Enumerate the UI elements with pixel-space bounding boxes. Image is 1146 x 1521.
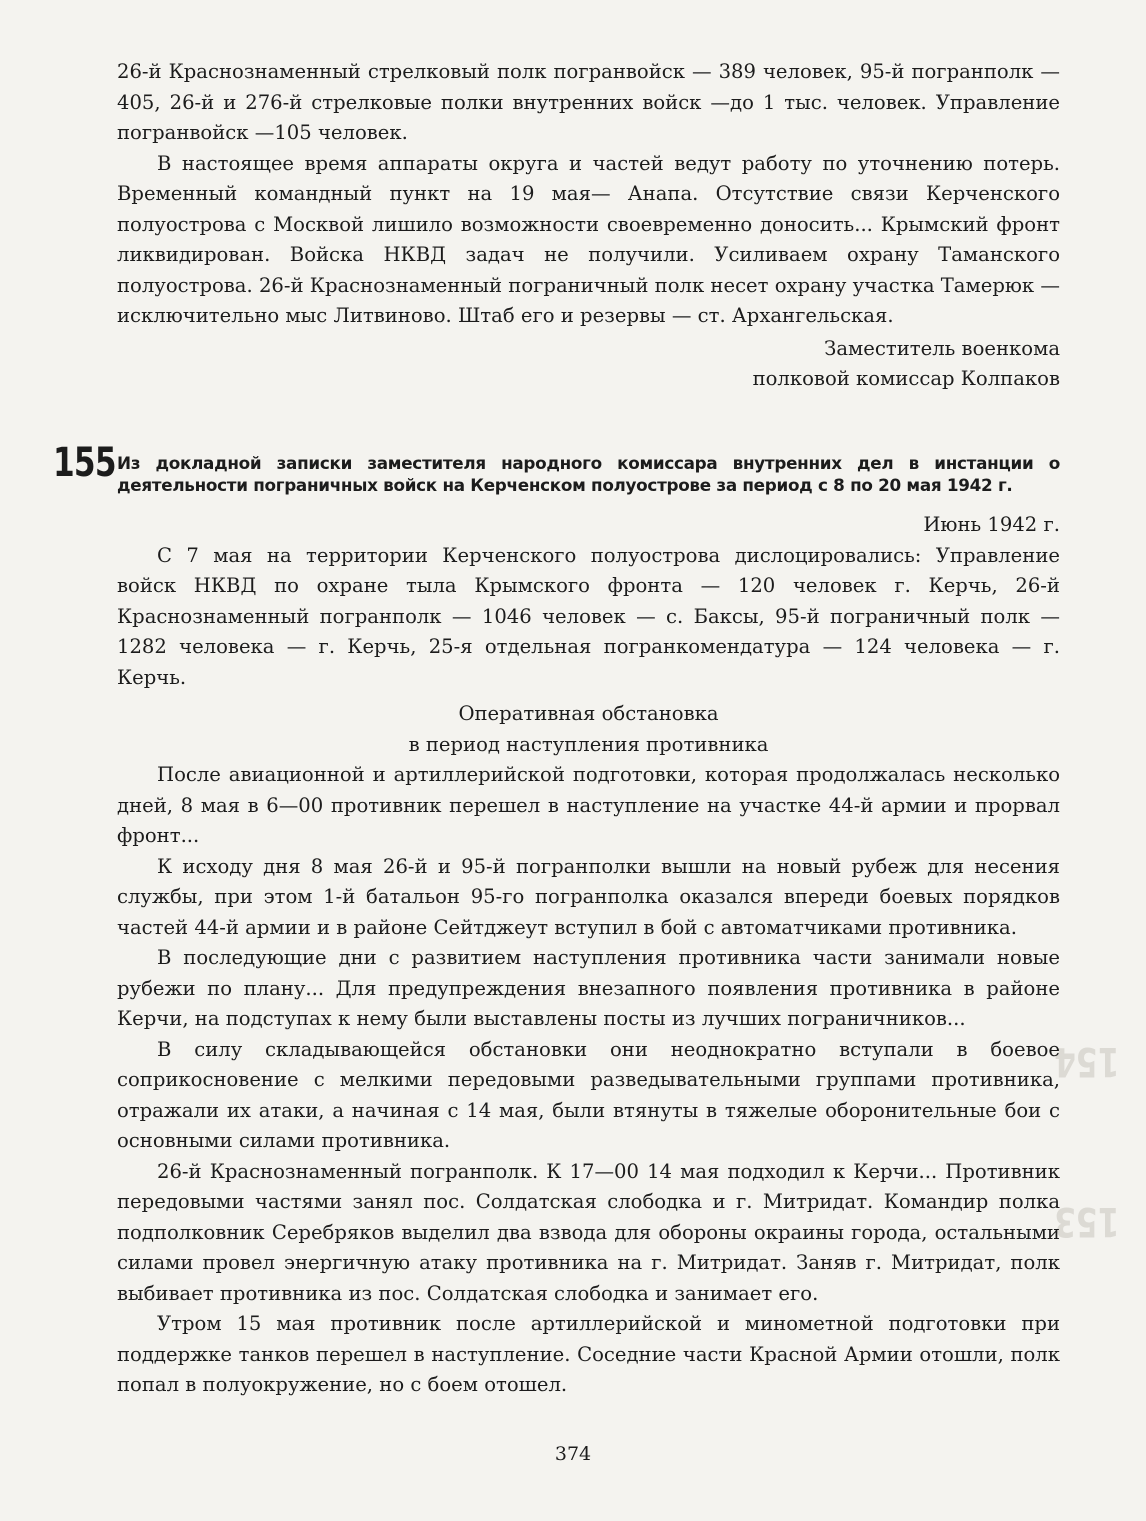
paragraph: Утром 15 мая противник после артиллерийской и минометной подготовки при поддержке танков перешел в наступление. Соседние части Красной Армии отошли, полк попал в полуокружение, но с боем отошел. — [117, 1312, 1060, 1396]
paragraph: С 7 мая на территории Керченского полуострова дислоцировались: Управление войск НКВД по охране тыла Крымского фронта — 120 человек г. Керчь, 26-й Краснознаменный погранполк — 1046 человек — с. Баксы, 95-й пограничный полк — 1282 человека — г. Керчь, 25-я отдельная погранкомендатура — 124 человека — г. Керчь. — [117, 543, 1060, 689]
bleed-through-number: 154 — [1054, 1038, 1120, 1084]
document-number: 155 — [53, 440, 116, 486]
document-body — [117, 510, 1060, 1401]
previous-document-ending — [117, 57, 1060, 395]
paragraph: К исходу дня 8 мая 26-й и 95-й погранполки вышли на новый рубеж для несения службы, при этом 1-й батальон 95-го погранполка оказался впереди боевых порядков частей 44-й армии и в районе Сейтджеут вступил в бой с автоматчиками противника. — [117, 854, 1060, 939]
paragraph: В настоящее время аппараты округа и частей ведут работу по уточнению потерь. Временный командный пункт на 19 мая— Анапа. Отсутствие связи Керченского полуострова с Москвой лишило возможности своевременно доносить... Крымский фронт ликвидирован. Войска НКВД задач не получили. Усиливаем охрану Таманского полуострова. 26-й Краснознаменный пограничный полк несет охрану участка Тамерюк —исключительно мыс Литвиново. Штаб его и резервы — ст. Архангельская. — [117, 151, 1060, 327]
subheading: в период наступления противника — [408, 732, 769, 756]
paragraph: После авиационной и артиллерийской подготовки, которая продолжалась несколько дней, 8 мая в 6—00 противник перешел в наступление на участке 44-й армии и прорвал фронт... — [117, 763, 1060, 847]
page-number: 374 — [554, 1443, 592, 1465]
paragraph: В последующие дни с развитием наступления противника части занимали новые рубежи по плану... Для предупреждения внезапного появления противника в районе Керчи, на подступах к нему были выставлены посты из лучших пограничников... — [117, 946, 1060, 1030]
document-date: Июнь 1942 г. — [923, 513, 1060, 536]
paragraph: 26-й Краснознаменный погранполк. К 17—00 14 мая подходил к Керчи... Противник передовыми частями занял пос. Солдатская слободка и г. Митридат. Командир полка подполковник Серебряков выделил два взвода для обороны окраины города, остальными силами провел энергичную атаку противника на г. Митридат. Заняв г. Митридат, полк выбивает противника из пос. Солдатская слободка и занимает его. — [117, 1159, 1060, 1305]
paragraph: В силу складывающейся обстановки они неоднократно вступали в боевое соприкосновение с мелкими передовыми разведывательными группами противника, отражали их атаки, а начиная с 14 мая, были втянуты в тяжелые оборонительные бои с основными силами противника. — [117, 1037, 1060, 1152]
signature-title: Заместитель военкома — [824, 336, 1060, 360]
document-heading: Из докладной записки заместителя народного комиссара внутренних дел в инстанции о деятельности пограничных войск на Керченском полуострове за период с 8 по 20 мая 1942 г. — [117, 453, 1060, 495]
paragraph: 26-й Краснознаменный стрелковый полк погранвойск — 389 человек, 95-й погранполк — 405, 26-й и 276-й стрелковые полки внутренних войск —до 1 тыс. человек. Управление погранвойск —105 человек. — [117, 60, 1060, 144]
bleed-through-number: 153 — [1054, 1198, 1120, 1244]
subheading: Оперативная обстановка — [458, 702, 719, 725]
signature-name: полковой комиссар Колпаков — [752, 367, 1060, 390]
